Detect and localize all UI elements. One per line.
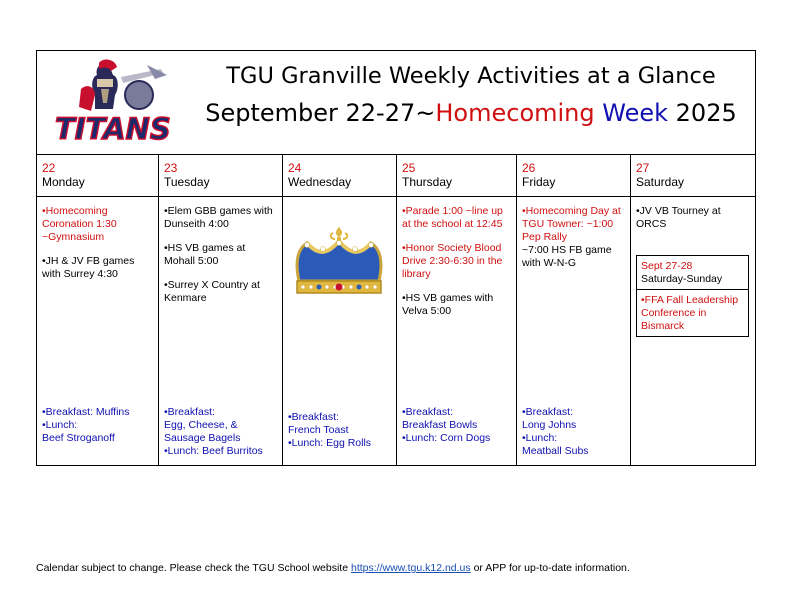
school-website-link[interactable]: https://www.tgu.k12.nd.us [351, 562, 471, 574]
event-vb-games: •HS VB games with Velva 5:00 [402, 292, 494, 317]
breakfast: •Breakfast: Muffins [42, 406, 130, 418]
lunch-label: •Lunch: [42, 419, 78, 431]
day-header-monday [37, 155, 159, 197]
day-number: 23 [164, 161, 178, 175]
calendar-frame [36, 50, 756, 466]
meal-menu [42, 406, 156, 445]
meal-menu [288, 411, 394, 450]
day-name: Wednesday [288, 175, 352, 189]
calendar-header [37, 51, 755, 155]
page-title: TGU Granville Weekly Activities at a Glance [226, 63, 716, 89]
lunch-label: •Lunch: [522, 432, 558, 444]
crown-icon [289, 223, 389, 301]
ffa-dates-row [637, 256, 748, 289]
event-homecoming-day: •Homecoming Day at TGU Towner: ~1:00 Pep Rally [522, 205, 621, 243]
day-cell-thursday [397, 197, 517, 465]
event-fb-games: •JH & JV FB games with Surrey 4:30 [42, 255, 135, 280]
meal-menu [522, 406, 628, 458]
breakfast-label: •Breakfast: [402, 406, 453, 418]
day-name: Friday [522, 175, 556, 189]
lunch: •Lunch: Egg Rolls [288, 437, 372, 449]
day-number: 27 [636, 161, 650, 175]
meal-menu [164, 406, 280, 458]
day-number: 25 [402, 161, 416, 175]
lunch: Beef Stroganoff [42, 432, 115, 444]
ffa-days: Saturday-Sunday [641, 273, 723, 285]
breakfast: Breakfast Bowls [402, 419, 478, 431]
event-coronation: •Homecoming Coronation 1:30 ~Gymnasium [42, 205, 117, 243]
breakfast-label: •Breakfast: [522, 406, 573, 418]
breakfast-label: •Breakfast: [288, 411, 339, 423]
event-blood-drive: •Honor Society Blood Drive 2:30-6:30 in the library [402, 242, 503, 280]
day-cell-friday [517, 197, 631, 465]
breakfast-label: •Breakfast: [164, 406, 215, 418]
day-cell-monday [37, 197, 159, 465]
event-parade: •Parade 1:00 ~line up at the school at 12:45 [402, 205, 503, 230]
day-number: 22 [42, 161, 56, 175]
breakfast: Long Johns [522, 419, 577, 431]
meal-menu [402, 406, 514, 445]
day-cell-saturday [631, 197, 755, 465]
date-range: September 22-27~ [205, 99, 436, 127]
logo-wordmark: TITANS [55, 112, 171, 146]
footer-text-before: Calendar subject to change. Please check the TGU School website [36, 562, 351, 574]
ffa-event-box [636, 255, 749, 337]
day-cell-wednesday [283, 197, 397, 465]
lunch: •Lunch: Corn Dogs [402, 432, 491, 444]
day-name: Tuesday [164, 175, 210, 189]
year: 2025 [668, 99, 737, 127]
ffa-event: •FFA Fall Leadership Conference in Bismarck [637, 289, 748, 336]
ffa-dates: Sept 27-28 [641, 260, 693, 272]
event-gbb-games: •Elem GBB games with Dunseith 4:00 [164, 205, 273, 230]
week-word: Week [602, 99, 669, 127]
event-vb-games: •HS VB games at Mohall 5:00 [164, 242, 246, 267]
footer-text-after: or APP for up-to-date information. [470, 562, 630, 574]
day-cell-tuesday [159, 197, 283, 465]
titans-logo [51, 59, 183, 151]
day-name: Saturday [636, 175, 685, 189]
day-number: 24 [288, 161, 302, 175]
event-cross-country: •Surrey X Country at Kenmare [164, 279, 260, 304]
lunch: •Lunch: Beef Burritos [164, 445, 263, 457]
day-header-wednesday [283, 155, 397, 197]
breakfast: Egg, Cheese, & Sausage Bagels [164, 419, 241, 444]
day-name: Monday [42, 175, 85, 189]
breakfast: French Toast [288, 424, 349, 436]
day-header-friday [517, 155, 631, 197]
page-subtitle [187, 99, 755, 127]
homecoming-word: Homecoming [435, 99, 595, 127]
day-header-thursday [397, 155, 517, 197]
day-number: 26 [522, 161, 536, 175]
lunch: Meatball Subs [522, 445, 589, 457]
day-header-saturday [631, 155, 755, 197]
footer-note [36, 562, 630, 574]
day-header-tuesday [159, 155, 283, 197]
event-vb-tourney: •JV VB Tourney at ORCS [636, 205, 721, 230]
day-name: Thursday [402, 175, 453, 189]
event-fb-game: ~7:00 HS FB game with W-N-G [522, 244, 612, 269]
